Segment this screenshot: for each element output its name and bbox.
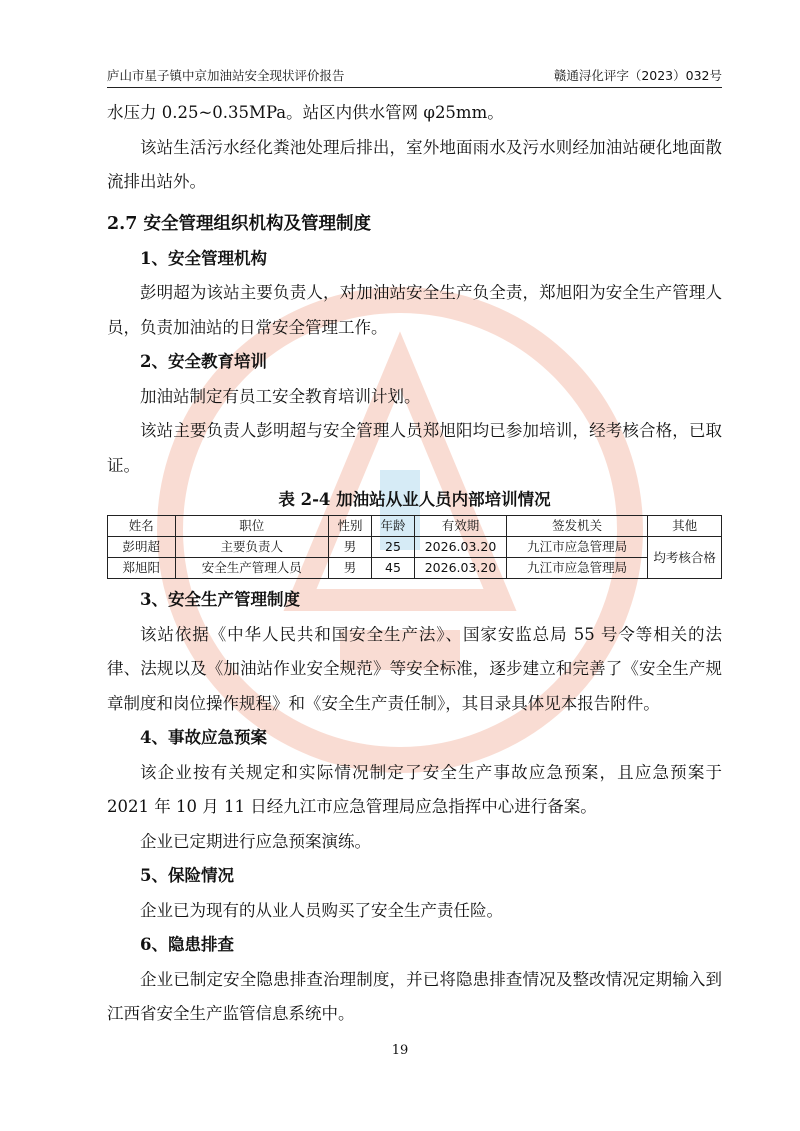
header-age: 年龄	[372, 516, 415, 537]
table-caption: 表 2-4 加油站从业人员内部培训情况	[278, 490, 551, 509]
subheading-insurance: 5、保险情况	[140, 866, 234, 885]
header-other: 其他	[648, 516, 722, 537]
document-body	[107, 96, 722, 1032]
paragraph-water-pressure: 水压力 0.25~0.35MPa。站区内供水管网 φ25mm。	[107, 103, 504, 122]
section-heading: 2.7 安全管理组织机构及管理制度	[107, 213, 372, 234]
table-header-row	[108, 516, 722, 537]
header-report-title: 庐山市星子镇中京加油站安全现状评价报告	[107, 68, 345, 83]
subheading-emergency-plan: 4、事故应急预案	[140, 728, 267, 747]
training-table	[107, 515, 722, 579]
table-row	[108, 558, 722, 579]
page-number: 19	[391, 1043, 409, 1058]
subheading-management-rules: 3、安全生产管理制度	[140, 590, 300, 609]
header-validity: 有效期	[414, 516, 506, 537]
paragraph-emergency-plan: 该企业按有关规定和实际情况制定了安全生产事故应急预案，且应急预案于 2021 年 10 月 11 日经九江市应急管理局应急指挥中心进行备案。	[107, 762, 722, 816]
cell-name: 彭明超	[108, 537, 176, 558]
cell-position: 主要负责人	[175, 537, 329, 558]
cell-position: 安全生产管理人员	[175, 558, 329, 579]
subheading-hazard-check: 6、隐患排查	[140, 935, 234, 954]
page-header	[107, 62, 722, 88]
subheading-training: 2、安全教育培训	[140, 352, 267, 371]
paragraph-training-plan: 加油站制定有员工安全教育培训计划。	[140, 386, 421, 406]
paragraph-insurance: 企业已为现有的从业人员购买了安全生产责任险。	[140, 900, 503, 920]
cell-name: 郑旭阳	[108, 558, 176, 579]
header-name: 姓名	[108, 516, 176, 537]
cell-validity: 2026.03.20	[414, 558, 506, 579]
header-position: 职位	[175, 516, 329, 537]
header-report-number: 赣通浔化评字（2023）032号	[553, 68, 722, 83]
cell-age: 25	[372, 537, 415, 558]
cell-issuer: 九江市应急管理局	[507, 537, 648, 558]
subheading-safety-org: 1、安全管理机构	[140, 248, 267, 268]
cell-age: 45	[372, 558, 415, 579]
table-row	[108, 537, 722, 558]
header-gender: 性别	[329, 516, 372, 537]
paragraph-training-result: 该站主要负责人彭明超与安全管理人员郑旭阳均已参加培训，经考核合格，已取证。	[107, 421, 722, 475]
paragraph-safety-org: 彭明超为该站主要负责人，对加油站安全生产负全责，郑旭阳为安全生产管理人员，负责加油站的日常安全管理工作。	[107, 283, 722, 337]
cell-validity: 2026.03.20	[414, 537, 506, 558]
paragraph-management-rules: 该站依据《中华人民共和国安全生产法》、国家安监总局 55 号令等相关的法律、法规以及《加油站作业安全规范》等安全标准，逐步建立和完善了《安全生产规章制度和岗位操作规程》和《安全生产责任制》，其目录具体见本报告附件。	[107, 624, 722, 713]
cell-other: 均考核合格	[648, 537, 722, 579]
header-issuer: 签发机关	[507, 516, 648, 537]
paragraph-sewage: 该站生活污水经化粪池处理后排出，室外地面雨水及污水则经加油站硬化地面散流排出站外。	[107, 137, 722, 191]
paragraph-emergency-drill: 企业已定期进行应急预案演练。	[140, 831, 371, 851]
cell-gender: 男	[329, 558, 372, 579]
paragraph-hazard-check: 企业已制定安全隐患排查治理制度，并已将隐患排查情况及整改情况定期输入到江西省安全生产监管信息系统中。	[107, 969, 722, 1023]
cell-issuer: 九江市应急管理局	[507, 558, 648, 579]
cell-gender: 男	[329, 537, 372, 558]
